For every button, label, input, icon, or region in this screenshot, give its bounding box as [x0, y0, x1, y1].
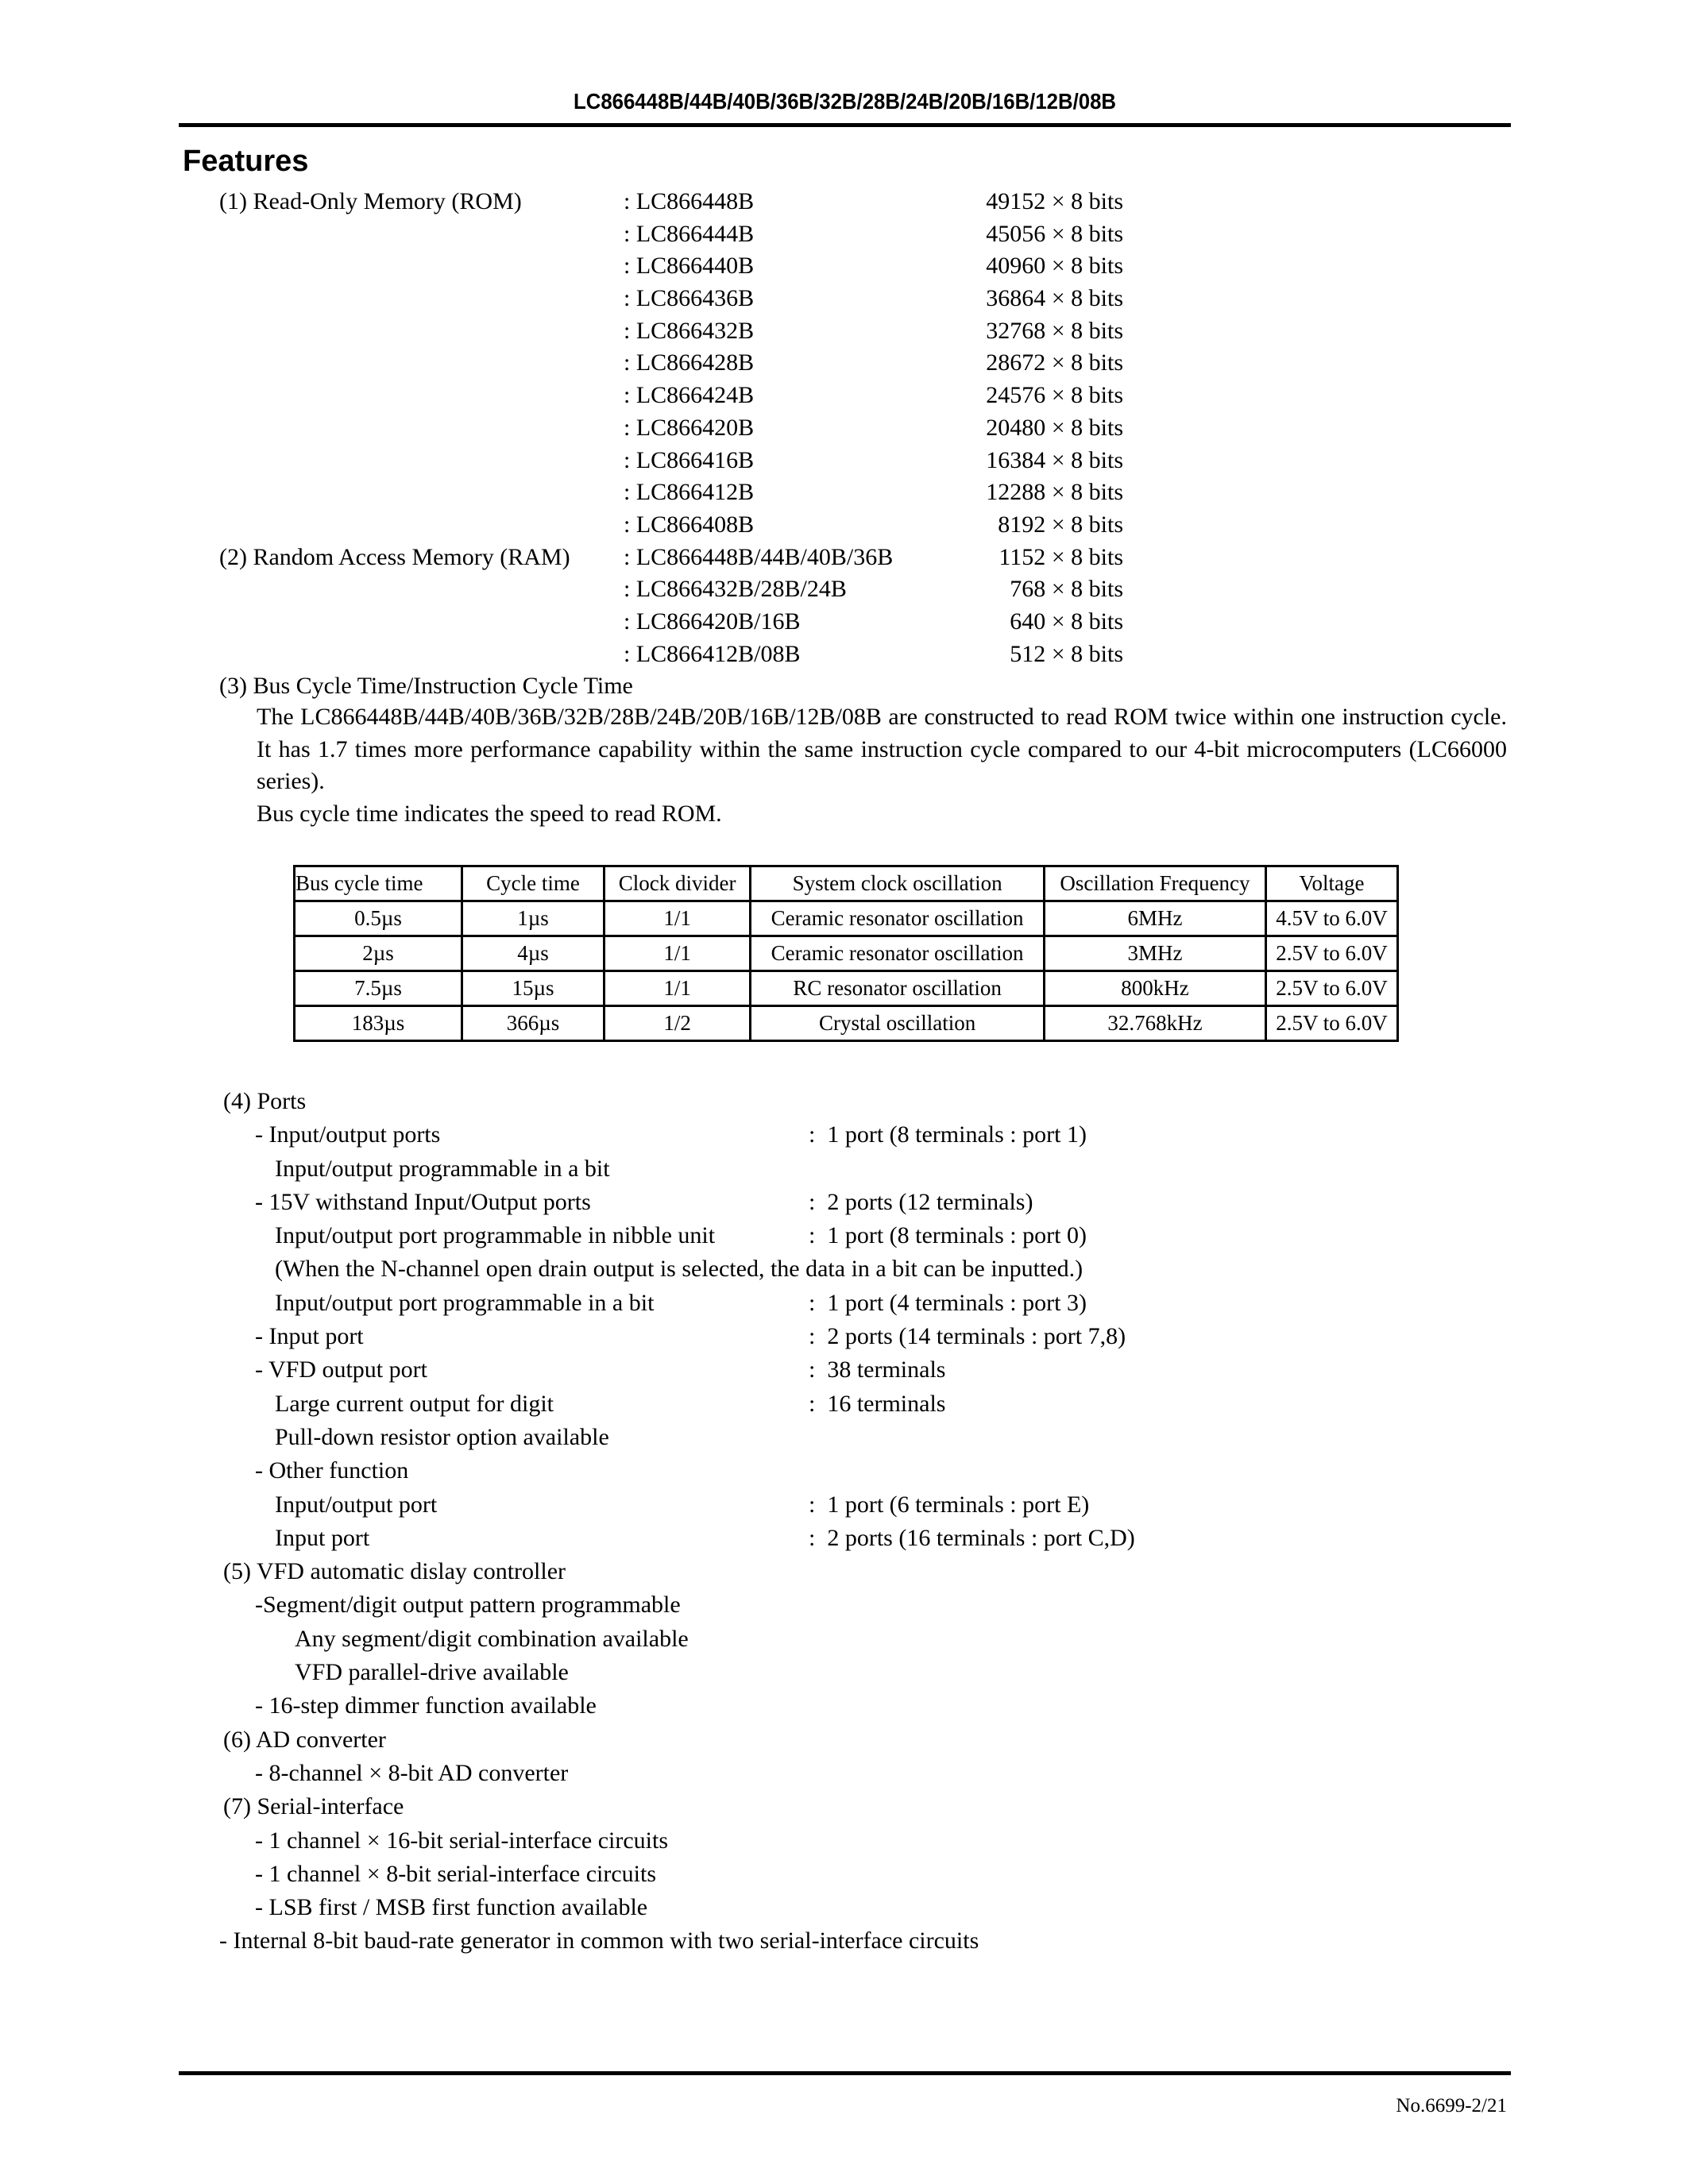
memory-size: 16384 × 8 bits — [986, 446, 1123, 473]
memory-device: : LC866416B — [624, 446, 755, 473]
table-cell: 6MHz — [1045, 901, 1266, 936]
feature-row — [0, 1387, 1688, 1421]
feature-value: : 2 ports (14 terminals : port 7,8) — [809, 1323, 1126, 1350]
feature-row — [0, 1588, 1688, 1622]
table-row — [295, 971, 1398, 1006]
feature-row — [0, 1421, 1688, 1454]
table-header-cell: Voltage — [1265, 866, 1397, 901]
memory-row — [0, 347, 1688, 380]
feature-text: - 1 channel × 16-bit serial-interface circuits — [255, 1827, 669, 1854]
table-cell: 366µs — [462, 1006, 604, 1041]
feature-text: VFD parallel-drive available — [295, 1659, 569, 1686]
feature-row — [0, 1488, 1688, 1522]
memory-device: : LC866448B/44B/40B/36B — [624, 543, 894, 570]
memory-row — [0, 380, 1688, 412]
feature-row — [0, 1689, 1688, 1723]
table-cell: 32.768kHz — [1045, 1006, 1266, 1041]
feature-value: : 16 terminals — [809, 1390, 946, 1417]
memory-size: 640 × 8 bits — [1010, 608, 1123, 635]
memory-size: 49152 × 8 bits — [986, 188, 1123, 214]
memory-size: 36864 × 8 bits — [986, 285, 1123, 312]
table-row — [295, 1006, 1398, 1041]
feature-row — [0, 1118, 1688, 1152]
memory-row — [0, 573, 1688, 606]
table-row — [295, 901, 1398, 936]
memory-device: : LC866412B — [624, 479, 755, 506]
memory-row — [0, 218, 1688, 251]
memory-row — [0, 639, 1688, 671]
header-rule — [179, 123, 1511, 127]
feature-text: - Input/output ports — [255, 1121, 441, 1148]
section-title: Features — [183, 145, 309, 178]
memory-row — [0, 670, 1688, 703]
feature-value: : 1 port (8 terminals : port 1) — [809, 1121, 1087, 1148]
memory-row — [0, 606, 1688, 639]
table-cell: 2.5V to 6.0V — [1265, 971, 1397, 1006]
feature-row — [0, 1186, 1688, 1219]
feature-row — [0, 1858, 1688, 1891]
feature-row — [0, 1522, 1688, 1555]
table-cell: 1µs — [462, 901, 604, 936]
memory-device: : LC866432B/28B/24B — [624, 576, 847, 603]
feature-value: : 2 ports (12 terminals) — [809, 1188, 1033, 1215]
feature-text: - 8-channel × 8-bit AD converter — [255, 1759, 569, 1786]
feature-text: (4) Ports — [223, 1088, 307, 1114]
memory-device: : LC866424B — [624, 382, 755, 409]
feature-row — [0, 1454, 1688, 1488]
feature-text: Pull-down resistor option available — [275, 1423, 609, 1450]
memory-size: 28672 × 8 bits — [986, 349, 1123, 376]
table-header-row — [295, 866, 1398, 901]
feature-value: : 1 port (8 terminals : port 0) — [809, 1222, 1087, 1249]
memory-device: : LC866432B — [624, 317, 755, 344]
feature-text: Large current output for digit — [275, 1390, 554, 1417]
memory-device: : LC866448B — [624, 188, 755, 214]
feature-text: (When the N-channel open drain output is selected, the data in a bit can be inputted.) — [275, 1256, 1083, 1283]
table-cell: 4µs — [462, 936, 604, 971]
memory-size: 1152 × 8 bits — [999, 543, 1123, 570]
table-cell: 1/1 — [605, 971, 751, 1006]
table-cell: Crystal oscillation — [751, 1006, 1045, 1041]
feature-text: (7) Serial-interface — [223, 1793, 404, 1820]
memory-row — [0, 509, 1688, 542]
table-header-cell: Clock divider — [605, 866, 751, 901]
table-header-cell: Oscillation Frequency — [1045, 866, 1266, 901]
table-cell: 1/1 — [605, 936, 751, 971]
table-cell: 0.5µs — [295, 901, 462, 936]
memory-row — [0, 445, 1688, 477]
table-cell: 1/2 — [605, 1006, 751, 1041]
memory-label: (3) Bus Cycle Time/Instruction Cycle Time — [219, 673, 633, 700]
feature-text: - 1 channel × 8-bit serial-interface circuits — [255, 1860, 657, 1887]
feature-value: : 1 port (6 terminals : port E) — [809, 1491, 1090, 1518]
feature-text: Input/output port programmable in a bit — [275, 1289, 655, 1316]
footer-rule — [179, 2071, 1511, 2075]
memory-row — [0, 315, 1688, 348]
document-header-title: LC866448B/44B/40B/36B/32B/28B/24B/20B/16B/12B/08B — [573, 89, 1117, 114]
table-header-cell: Bus cycle time — [295, 866, 462, 901]
feature-row — [0, 1555, 1688, 1588]
feature-text: Input port — [275, 1524, 370, 1551]
feature-list — [0, 1085, 1688, 1958]
memory-device: : LC866420B — [624, 414, 755, 441]
table-header-cell: System clock oscillation — [751, 866, 1045, 901]
memory-size: 20480 × 8 bits — [986, 414, 1123, 441]
feature-text: - VFD output port — [255, 1356, 427, 1383]
feature-text: - Other function — [255, 1457, 409, 1484]
feature-row — [0, 1252, 1688, 1286]
memory-size: 24576 × 8 bits — [986, 382, 1123, 409]
feature-row — [0, 1891, 1688, 1924]
feature-text: Input/output port programmable in nibble unit — [275, 1222, 716, 1249]
bus-note: Bus cycle time indicates the speed to read ROM. — [257, 801, 722, 828]
feature-text: -Segment/digit output pattern programmable — [255, 1592, 681, 1619]
bus-paragraph: The LC866448B/44B/40B/36B/32B/28B/24B/20B/16B/12B/08B are constructed to read ROM twice within one instruction cycle. It has 1.7 times more performance capability within the same instruction cycle compared to our 4-bit microcomputers (LC66000 series). — [257, 704, 1507, 795]
memory-device: : LC866428B — [624, 349, 755, 376]
table-cell: 15µs — [462, 971, 604, 1006]
memory-row — [0, 283, 1688, 315]
table-cell: 2µs — [295, 936, 462, 971]
feature-row — [0, 1287, 1688, 1320]
table-cell: Ceramic resonator oscillation — [751, 936, 1045, 971]
page-number: No.6699-2/21 — [1396, 2095, 1507, 2116]
feature-text: Any segment/digit combination available — [295, 1625, 689, 1652]
memory-size: 12288 × 8 bits — [986, 479, 1123, 506]
feature-row — [0, 1790, 1688, 1823]
feature-row — [0, 1085, 1688, 1118]
memory-device: : LC866408B — [624, 511, 755, 538]
memory-size: 512 × 8 bits — [1010, 640, 1123, 667]
bus-cycle-description — [257, 701, 1507, 831]
feature-row — [0, 1353, 1688, 1387]
feature-row — [0, 1219, 1688, 1252]
feature-text: - Internal 8-bit baud-rate generator in common with two serial-interface circuits — [219, 1927, 979, 1954]
feature-row — [0, 1824, 1688, 1858]
table-cell: 4.5V to 6.0V — [1265, 901, 1397, 936]
table-cell: 1/1 — [605, 901, 751, 936]
feature-row — [0, 1757, 1688, 1790]
memory-device: : LC866440B — [624, 253, 755, 280]
table-cell: 7.5µs — [295, 971, 462, 1006]
feature-row — [0, 1723, 1688, 1757]
feature-text: - LSB first / MSB first function available — [255, 1894, 648, 1921]
table-cell: Ceramic resonator oscillation — [751, 901, 1045, 936]
table-cell: 3MHz — [1045, 936, 1266, 971]
memory-size: 45056 × 8 bits — [986, 220, 1123, 247]
memory-size: 40960 × 8 bits — [986, 253, 1123, 280]
memory-row — [0, 542, 1688, 574]
memory-size: 32768 × 8 bits — [986, 317, 1123, 344]
table-cell: 183µs — [295, 1006, 462, 1041]
feature-row — [0, 1924, 1688, 1958]
table-row — [295, 936, 1398, 971]
table-cell: 800kHz — [1045, 971, 1266, 1006]
memory-device: : LC866436B — [624, 285, 755, 312]
feature-value: : 2 ports (16 terminals : port C,D) — [809, 1524, 1135, 1551]
feature-value: : 38 terminals — [809, 1356, 946, 1383]
feature-text: - 15V withstand Input/Output ports — [255, 1188, 591, 1215]
memory-list — [0, 186, 1688, 703]
memory-size: 8192 × 8 bits — [998, 511, 1123, 538]
feature-row — [0, 1623, 1688, 1656]
feature-row — [0, 1152, 1688, 1186]
memory-device: : LC866412B/08B — [624, 640, 801, 667]
table-cell: RC resonator oscillation — [751, 971, 1045, 1006]
feature-row — [0, 1320, 1688, 1353]
table-cell: 2.5V to 6.0V — [1265, 936, 1397, 971]
memory-device: : LC866420B/16B — [624, 608, 801, 635]
feature-text: Input/output port — [275, 1491, 438, 1518]
bus-cycle-table — [293, 865, 1399, 1042]
memory-row — [0, 250, 1688, 283]
table-cell: 2.5V to 6.0V — [1265, 1006, 1397, 1041]
memory-label: (1) Read-Only Memory (ROM) — [219, 188, 522, 214]
feature-row — [0, 1656, 1688, 1689]
feature-text: (6) AD converter — [223, 1726, 386, 1753]
feature-text: - 16-step dimmer function available — [255, 1692, 597, 1719]
memory-row — [0, 412, 1688, 445]
feature-text: - Input port — [255, 1323, 364, 1350]
feature-text: Input/output programmable in a bit — [275, 1155, 610, 1182]
memory-device: : LC866444B — [624, 220, 755, 247]
memory-row — [0, 186, 1688, 218]
memory-row — [0, 477, 1688, 509]
memory-label: (2) Random Access Memory (RAM) — [219, 543, 570, 570]
table-header-cell: Cycle time — [462, 866, 604, 901]
feature-value: : 1 port (4 terminals : port 3) — [809, 1289, 1087, 1316]
feature-text: (5) VFD automatic dislay controller — [223, 1558, 566, 1585]
memory-size: 768 × 8 bits — [1010, 576, 1123, 603]
